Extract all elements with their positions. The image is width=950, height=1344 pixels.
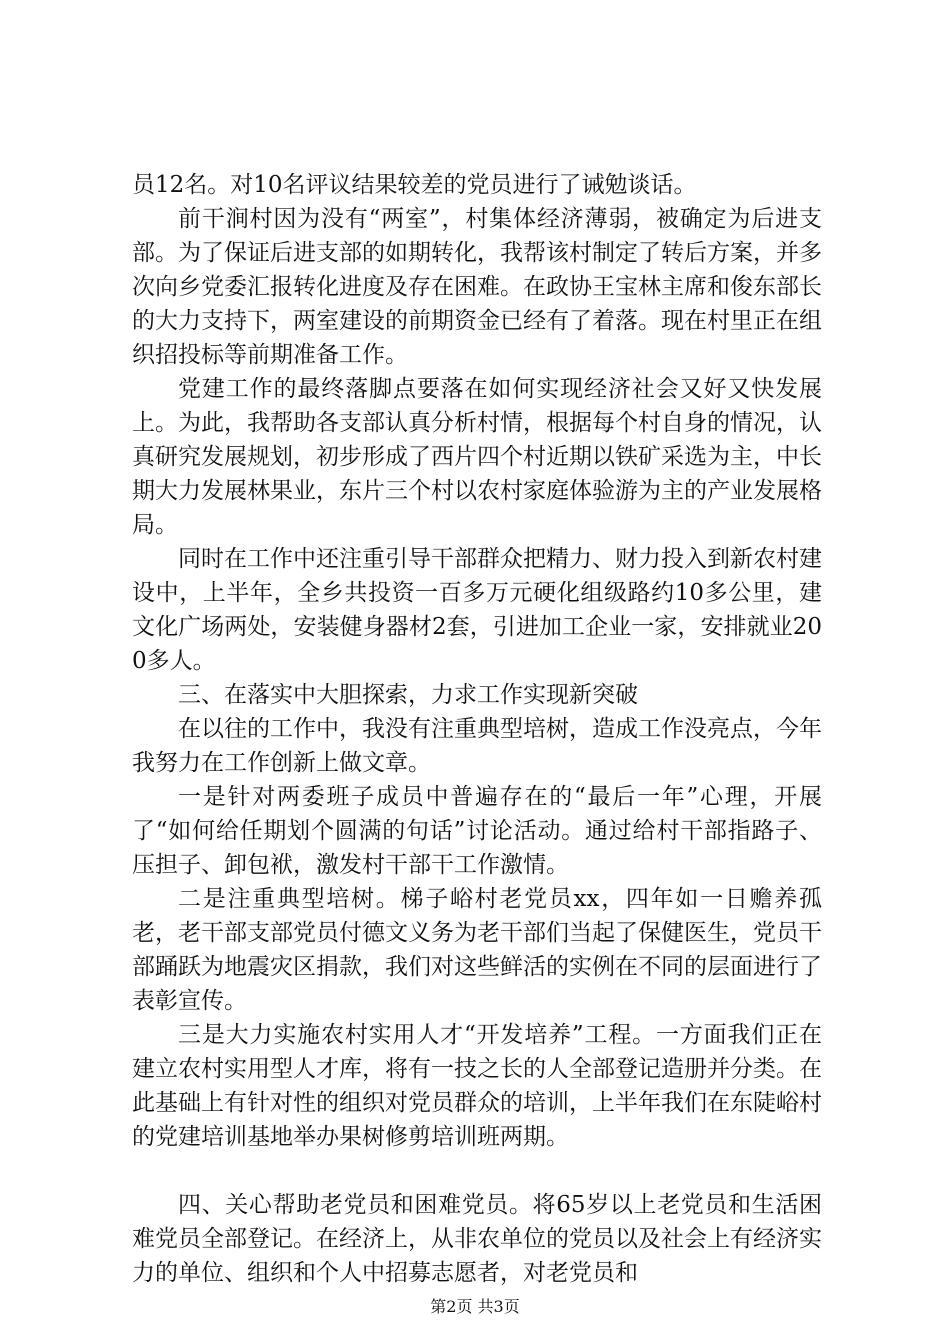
body-text <box>132 168 822 1290</box>
paragraph-gap <box>132 1154 822 1188</box>
paragraph-new-countryside: 同时在工作中还注重引导干部群众把精力、财力投入到新农村建设中，上半年，全乡共投资一百多万元硬化组级路约10多公里，建文化广场两处，安装健身器材2套，引进加工企业一家，安排就业200多人。 <box>132 546 822 674</box>
paragraph-innovation-intro: 在以往的工作中，我没有注重典型培树，造成工作没亮点，今年我努力在工作创新上做文章。 <box>132 716 822 776</box>
paragraph-economic-development: 党建工作的最终落脚点要落在如何实现经济社会又好又快发展上。为此，我帮助各支部认真分析村情，根据每个村自身的情况，认真研究发展规划，初步形成了西片四个村近期以铁矿采选为主，中长期大力发展林果业，东片三个村以农村家庭体验游为主的产业发展格局。 <box>132 376 822 538</box>
section-heading-three: 三、在落实中大胆探索，力求工作实现新突破 <box>178 682 638 708</box>
paragraph-point-two: 二是注重典型培树。梯子峪村老党员xx，四年如一日赡养孤老，老干部支部党员付德文义务为老干部们当起了保健医生，党员干部踊跃为地震灾区捐款，我们对这些鲜活的实例在不同的层面进行了表彰宣传。 <box>132 886 822 1014</box>
paragraph-point-one: 一是针对两委班子成员中普遍存在的“最后一年”心理，开展了“如何给任期划个圆满的句话”讨论活动。通过给村干部指路子、压担子、卸包袱，激发村干部干工作激情。 <box>132 784 822 878</box>
section-heading-four: 四、关心帮助老党员和困难党员。将65岁以上老党员和生活困难党员全部登记。在经济上，从非农单位的党员以及社会上有经济实力的单位、组织和个人中招募志愿者，对老党员和 <box>132 1192 822 1286</box>
paragraph-point-three: 三是大力实施农村实用人才“开发培养”工程。一方面我们正在建立农村实用型人才库，将有一技之长的人全部登记造册并分类。在此基础上有针对性的组织对党员群众的培训，上半年我们在东陡峪村的党建培训基地举办果树修剪培训班两期。 <box>132 1022 822 1150</box>
paragraph-qiangangjian-village: 前干涧村因为没有“两室”，村集体经济薄弱，被确定为后进支部。为了保证后进支部的如期转化，我帮该村制定了转后方案，并多次向乡党委汇报转化进度及存在困难。在政协王宝林主席和俊东部长的大力支持下，两室建设的前期资金已经有了着落。现在村里正在组织招投标等前期准备工作。 <box>132 206 822 368</box>
page-footer: 第2页 共3页 <box>430 1297 520 1316</box>
paragraph-continuation: 员12名。对10名评议结果较差的党员进行了诫勉谈话。 <box>132 172 697 198</box>
